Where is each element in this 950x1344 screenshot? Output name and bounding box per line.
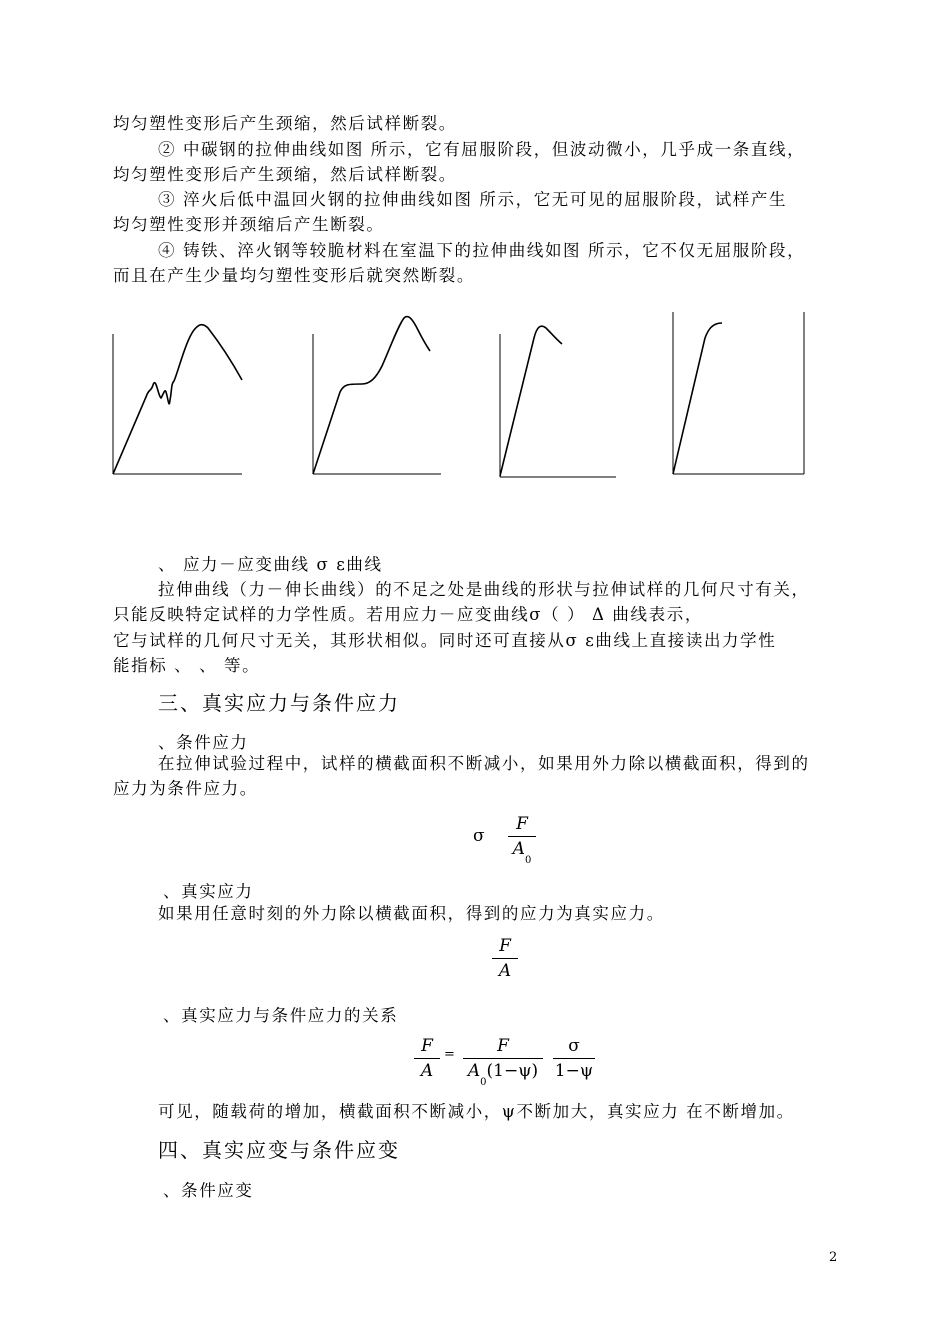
numerator: F (499, 936, 511, 956)
subsection-title: 、真实应力 (163, 882, 254, 901)
denominator: 1−ψ (554, 1061, 594, 1081)
denominator: $A_0$ (512, 839, 532, 866)
fraction (414, 1036, 440, 1081)
paragraph-line: 只能反映特定试样的力学性质。若用应力－应变曲线σ（ ） Δ 曲线表示， (113, 605, 703, 624)
tensile-curve-2 (313, 317, 441, 475)
paragraph-line: 应力为条件应力。 (113, 779, 258, 798)
fraction (508, 814, 536, 866)
sigma-symbol: σ (473, 826, 485, 846)
tensile-curve-3 (500, 326, 616, 477)
denominator: A (420, 1061, 434, 1081)
paragraph-line: 它与试样的几何尺寸无关，其形状相似。同时还可直接从σ ε曲线上直接读出力学性 (113, 631, 777, 650)
tensile-curve-1 (113, 325, 242, 474)
subsection-title: 、条件应力 (158, 733, 249, 752)
paragraph-line: 能指标 、 、 等。 (113, 656, 261, 675)
equals-sign: = (444, 1047, 455, 1062)
tensile-curves-figure (0, 0, 950, 520)
tensile-curve-4 (673, 312, 804, 474)
formula-true-stress (492, 936, 518, 981)
paragraph-line: 拉伸曲线（力－伸长曲线）的不足之处是曲线的形状与拉伸试样的几何尺寸有关， (158, 580, 810, 599)
paragraph-line: 均匀塑性变形后产生颈缩，然后试样断裂。 (113, 114, 457, 133)
paragraph-line: 均匀塑性变形后产生颈缩，然后试样断裂。 (113, 165, 457, 184)
numerator: σ (568, 1036, 580, 1056)
numerator: F (497, 1036, 509, 1056)
paragraph-line: 均匀塑性变形并颈缩后产生断裂。 (113, 215, 385, 234)
denominator: $A_0(1-\psi)$ (467, 1061, 539, 1088)
numerator: F (421, 1036, 433, 1056)
paragraph-line: ③ 淬火后低中温回火钢的拉伸曲线如图 所示，它无可见的屈服阶段，试样产生 (158, 190, 788, 209)
section-heading: 四、真实应变与条件应变 (158, 1138, 400, 1162)
subsection-title: 、 应力－应变曲线 σ ε曲线 (158, 555, 383, 574)
paragraph-line: ④ 铸铁、淬火钢等较脆材料在室温下的拉伸曲线如图 所示，它不仅无屈服阶段， (158, 241, 806, 260)
fraction (463, 1036, 543, 1088)
numerator: F (516, 814, 528, 834)
subsection-title: 、条件应变 (163, 1181, 254, 1200)
paragraph-line: 如果用任意时刻的外力除以横截面积，得到的应力为真实应力。 (158, 904, 665, 923)
subsection-title: 、真实应力与条件应力的关系 (163, 1006, 399, 1025)
paragraph-line: 可见，随载荷的增加，横截面积不断减小，ψ不断加大，真实应力 在不断增加。 (158, 1102, 795, 1121)
paragraph-line: 而且在产生少量均匀塑性变形后就突然断裂。 (113, 266, 475, 285)
page-number: 2 (829, 1250, 838, 1265)
denominator: A (498, 961, 512, 981)
fraction (553, 1036, 595, 1081)
section-heading: 三、真实应力与条件应力 (158, 691, 400, 715)
paragraph-line: ② 中碳钢的拉伸曲线如图 所示，它有屈服阶段，但波动微小，几乎成一条直线， (158, 140, 806, 159)
paragraph-line: 在拉伸试验过程中，试样的横截面积不断减小，如果用外力除以横截面积，得到的 (158, 754, 810, 773)
